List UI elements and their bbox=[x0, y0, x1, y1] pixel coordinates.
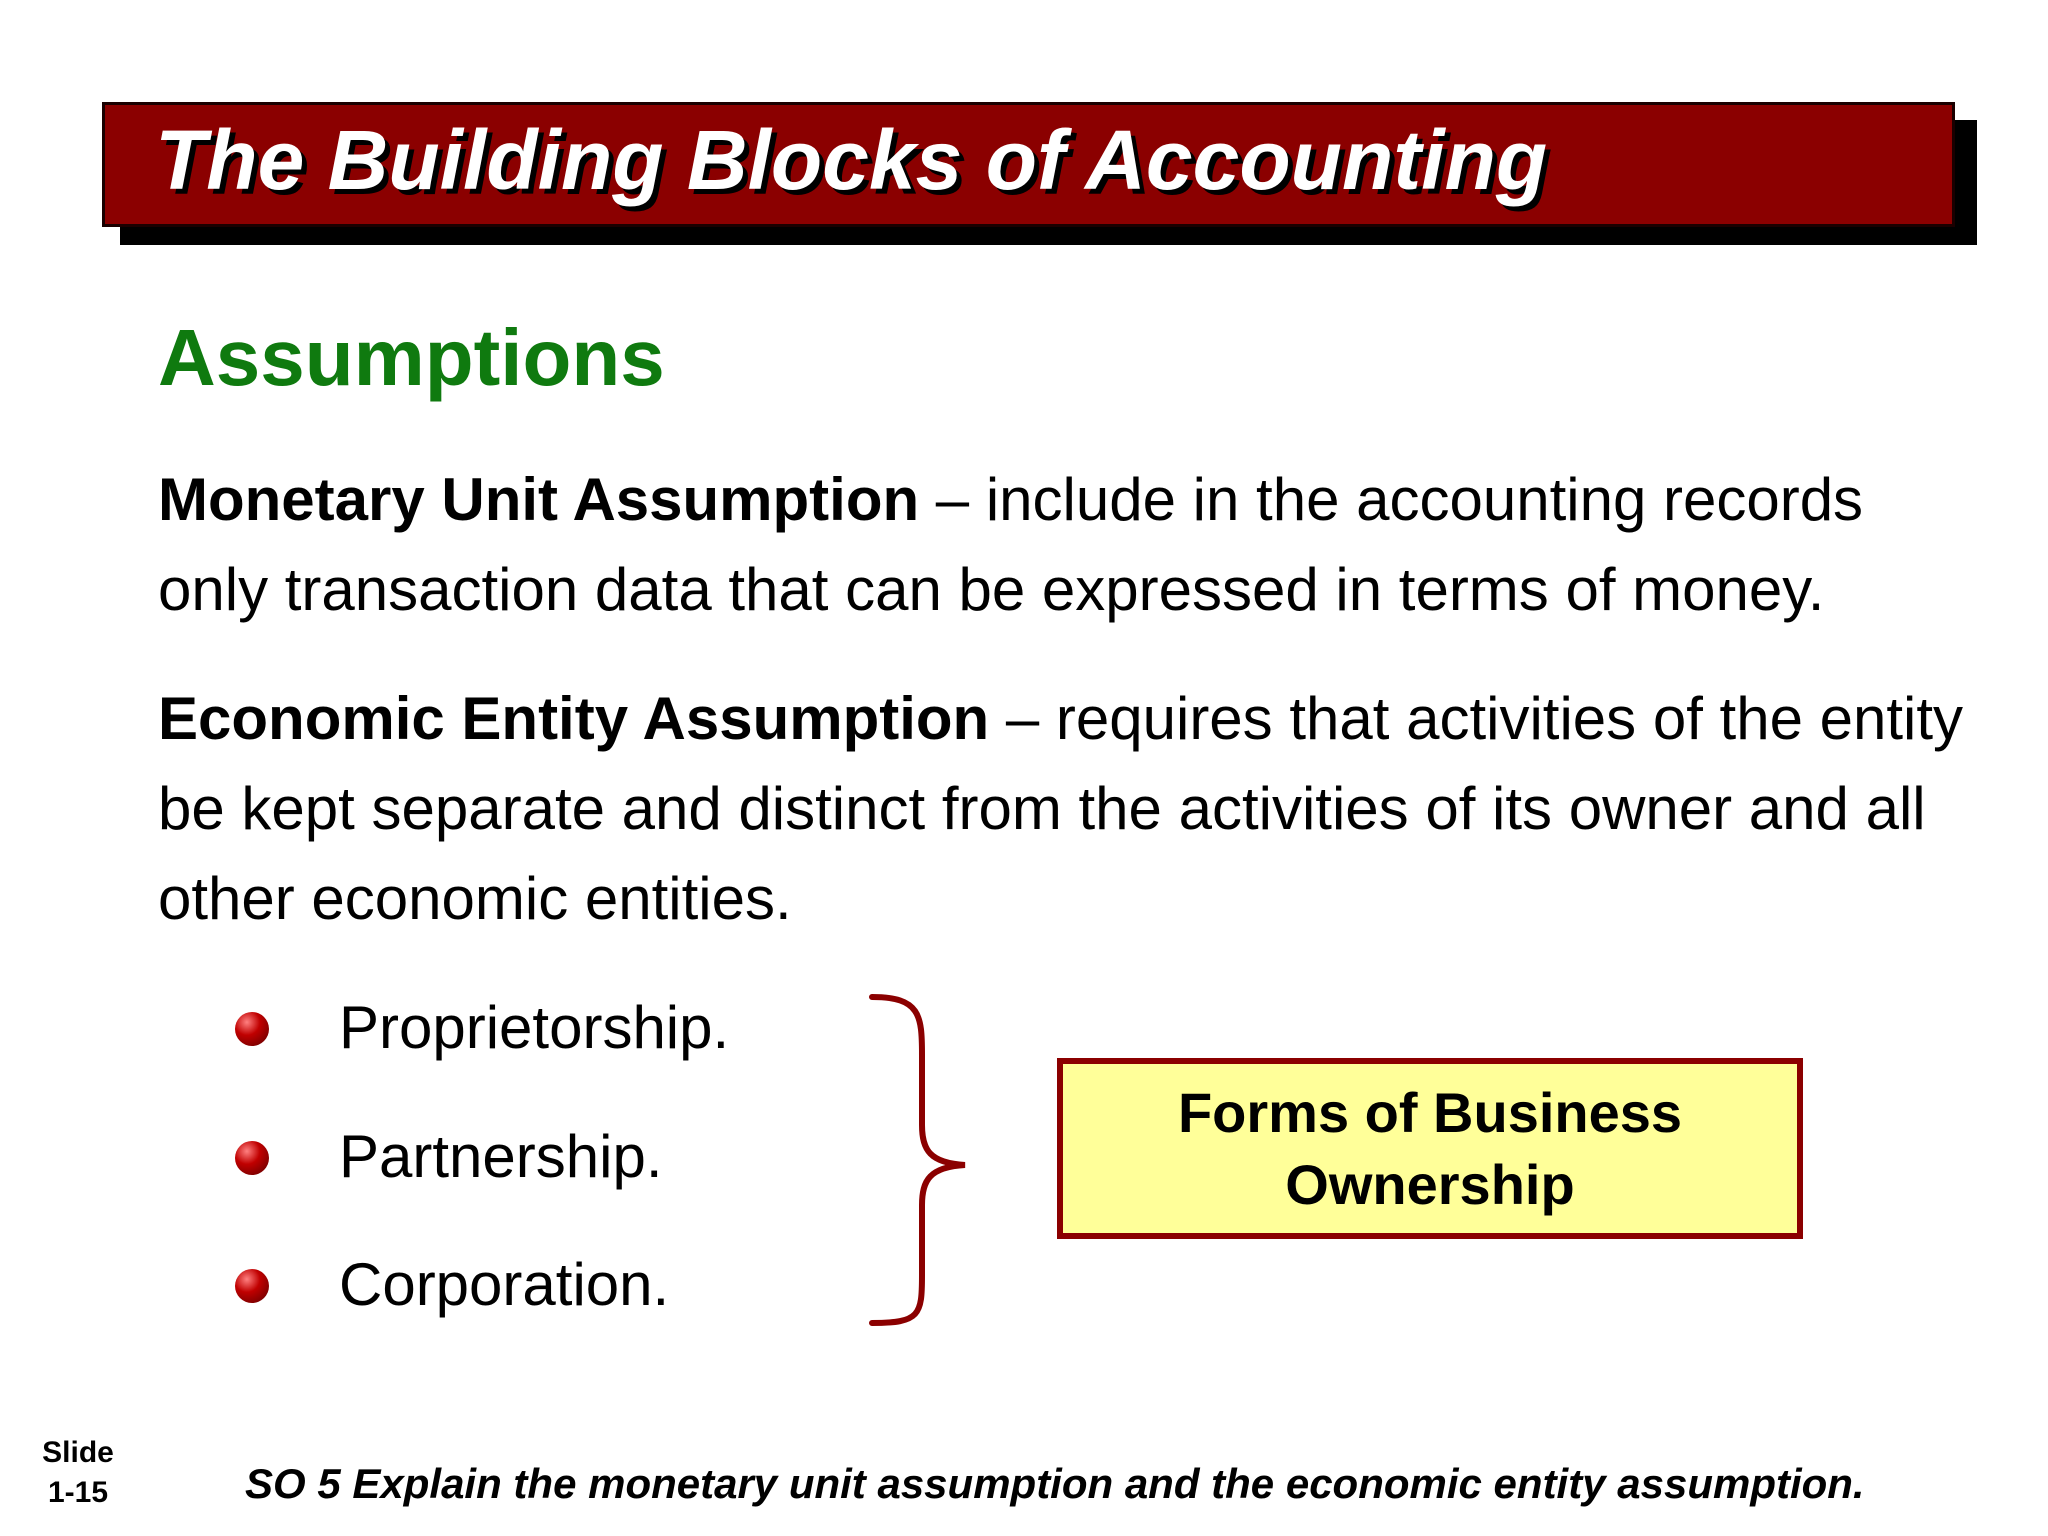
monetary-unit-term: Monetary Unit Assumption bbox=[158, 466, 920, 533]
slide-word: Slide bbox=[42, 1436, 114, 1469]
list-item-label: Proprietorship. bbox=[339, 994, 730, 1061]
bullet-icon bbox=[235, 1141, 269, 1175]
monetary-unit-definition: – include in the accounting records only transaction data that can be expressed in terms of money. bbox=[158, 466, 1864, 623]
economic-entity-paragraph bbox=[158, 674, 1978, 944]
study-objective-footer: SO 5 Explain the monetary unit assumption and the economic entity assumption. bbox=[245, 1460, 1865, 1507]
bullet-icon bbox=[235, 1012, 269, 1046]
bullet-icon bbox=[235, 1269, 269, 1303]
list-item-label: Corporation. bbox=[339, 1251, 670, 1318]
slide-number-label bbox=[30, 1433, 126, 1513]
economic-entity-definition: – requires that activities of the entity be kept separate and distinct from the activities of its owner and all other economic entities. bbox=[158, 685, 1964, 932]
economic-entity-term: Economic Entity Assumption bbox=[158, 685, 990, 752]
right-brace-icon bbox=[860, 985, 970, 1335]
forms-of-ownership-callout bbox=[1057, 1058, 1803, 1239]
section-heading: Assumptions bbox=[158, 313, 665, 402]
callout-text bbox=[1178, 1077, 1682, 1221]
list-item-label: Partnership. bbox=[339, 1123, 663, 1190]
slide-number: 1-15 bbox=[47, 1476, 109, 1509]
slide-title: The Building Blocks of Accounting bbox=[155, 113, 1548, 207]
monetary-unit-paragraph bbox=[158, 455, 1978, 635]
callout-line-2: Ownership bbox=[1285, 1152, 1575, 1216]
callout-line-1: Forms of Business bbox=[1177, 1080, 1683, 1144]
